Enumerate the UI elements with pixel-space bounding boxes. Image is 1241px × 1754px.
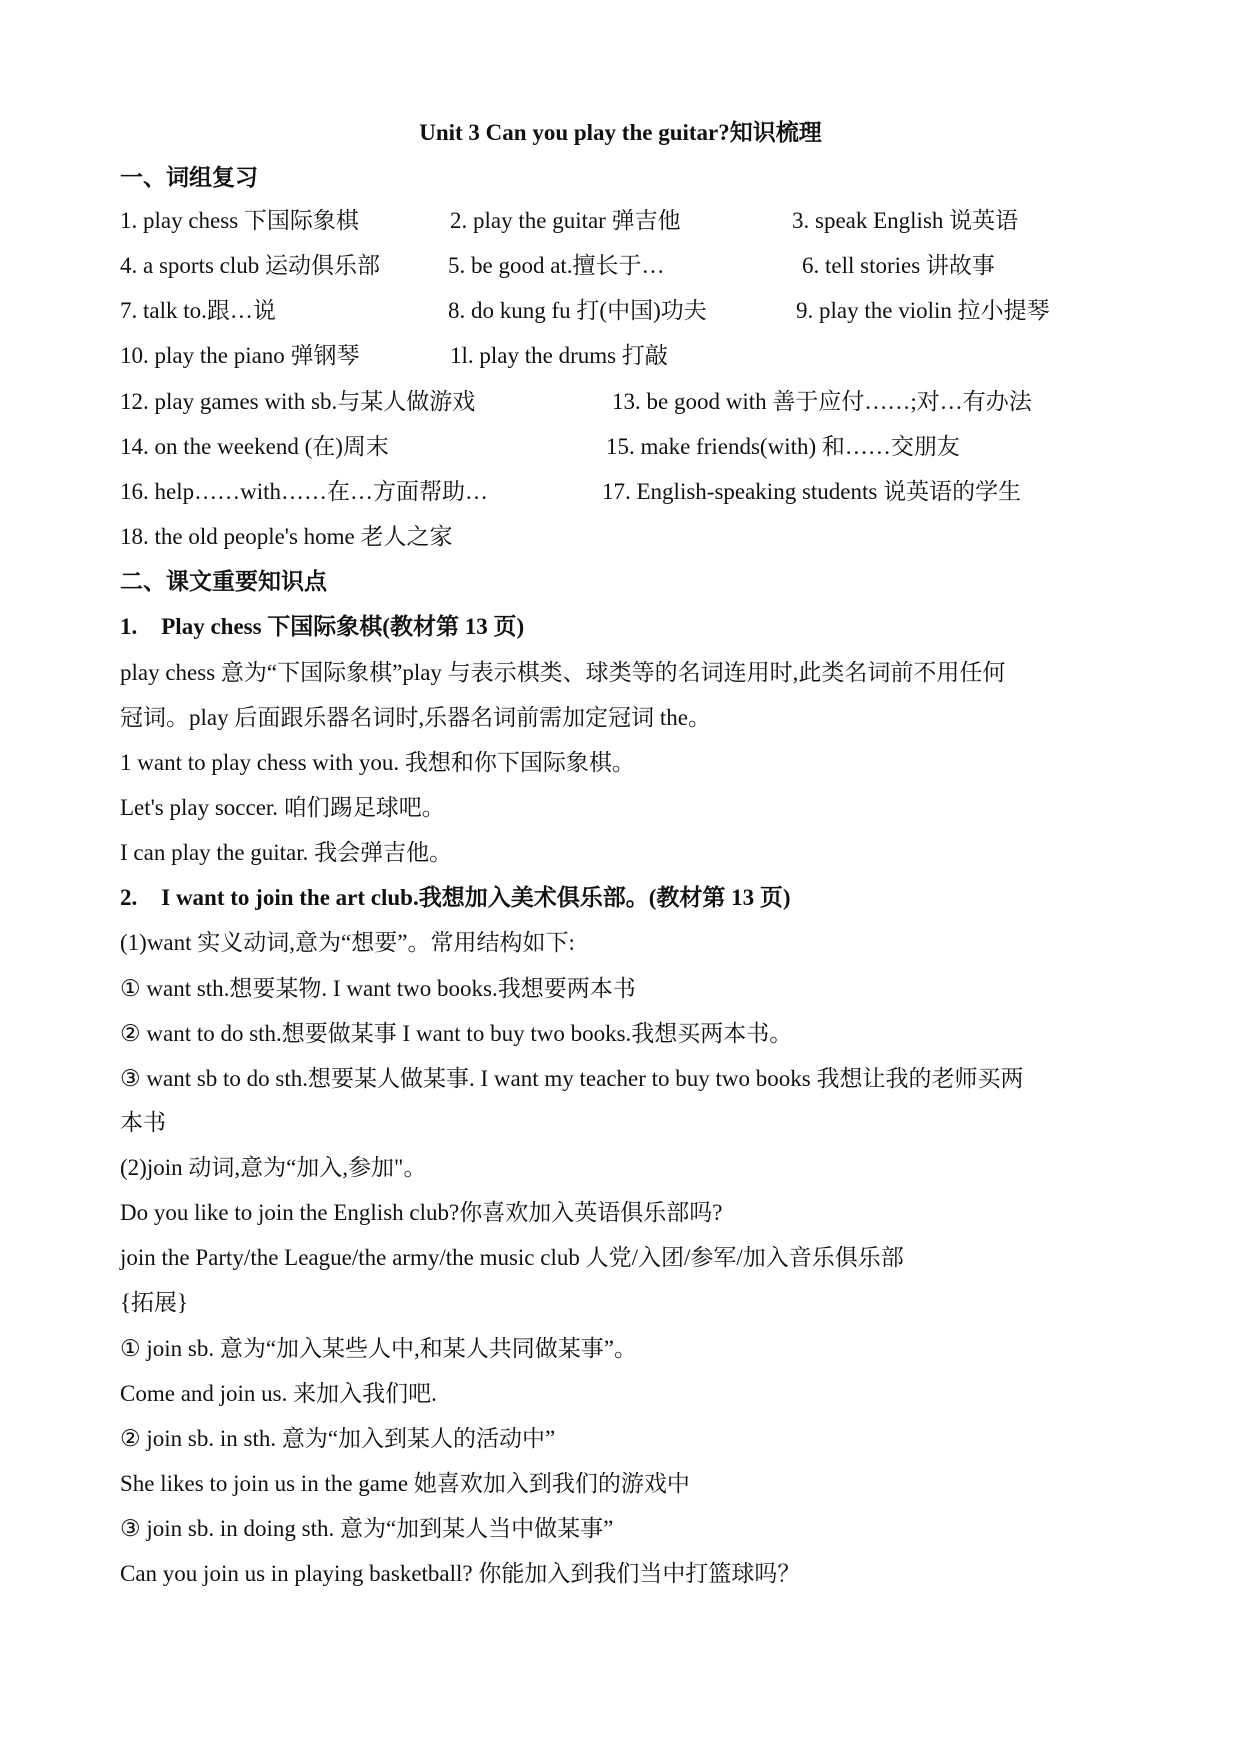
phrase-item: 4. a sports club 运动俱乐部 [120, 253, 381, 278]
phrase-item: 12. play games with sb.与某人做游戏 [120, 389, 476, 414]
point-heading [120, 612, 524, 642]
paragraph: Can you join us in playing basketball? 你能加入到我们当中打篮球吗？ [120, 1561, 801, 1586]
paragraph: (1)want 实义动词,意为“想要”。常用结构如下: [120, 930, 575, 955]
paragraph: ① want sth.想要某物. I want two books.我想要两本书 [120, 976, 636, 1001]
paragraph: Do you like to join the English club?你喜欢加入英语俱乐部吗? [120, 1200, 723, 1225]
point-number: 2. [120, 885, 138, 910]
point-title: I want to join the art club.我想加入美术俱乐部。(教材第 13 页) [161, 885, 791, 910]
example-sentence: Let's play soccer. 咱们踢足球吧。 [120, 795, 445, 820]
paragraph: ③ want sb to do sth.想要某人做某事. I want my teacher to buy two books 我想让我的老师买两 [120, 1066, 1024, 1091]
point-title: Play chess 下国际象棋(教材第 13 页) [161, 614, 525, 639]
example-sentence: I can play the guitar. 我会弹吉他。 [120, 840, 453, 865]
phrase-item: 18. the old people's home 老人之家 [120, 524, 453, 549]
paragraph: (2)join 动词,意为“加入,参加"。 [120, 1155, 427, 1180]
phrase-item: 1. play chess 下国际象棋 [120, 208, 359, 233]
paragraph: 本书 [120, 1110, 166, 1135]
paragraph: ① join sb. 意为“加入某些人中,和某人共同做某事”。 [120, 1336, 638, 1361]
document-title: Unit 3 Can you play the guitar?知识梳理 [419, 120, 822, 145]
phrase-item: 3. speak English 说英语 [792, 208, 1019, 233]
phrase-item: 14. on the weekend (在)周末 [120, 434, 389, 459]
phrase-item: 13. be good with 善于应付……;对…有办法 [612, 389, 1032, 414]
paragraph: join the Party/the League/the army/the music club 人党/入团/参军/加入音乐俱乐部 [120, 1245, 904, 1270]
phrase-item: 2. play the guitar 弹吉他 [450, 208, 681, 233]
phrase-item: 10. play the piano 弹钢琴 [120, 343, 360, 368]
section-heading-key-points: 二、课文重要知识点 [120, 569, 327, 594]
point-number: 1. [120, 614, 138, 639]
phrase-item: 8. do kung fu 打(中国)功夫 [448, 298, 707, 323]
phrase-item: 7. talk to.跟…说 [120, 298, 276, 323]
phrase-item: 1l. play the drums 打敲 [450, 343, 668, 368]
phrase-item: 15. make friends(with) 和……交朋友 [606, 434, 960, 459]
point-heading [120, 883, 791, 913]
phrase-item: 5. be good at.擅长于… [448, 253, 665, 278]
paragraph: Come and join us. 来加入我们吧. [120, 1381, 437, 1406]
section-heading-phrases: 一、词组复习 [120, 165, 258, 190]
phrase-item: 16. help……with……在…方面帮助… [120, 479, 488, 504]
paragraph: {拓展} [120, 1290, 189, 1315]
phrase-item: 17. English-speaking students 说英语的学生 [602, 479, 1022, 504]
example-sentence: 1 want to play chess with you. 我想和你下国际象棋。 [120, 750, 635, 775]
paragraph: ② want to do sth.想要做某事 I want to buy two books.我想买两本书。 [120, 1021, 793, 1046]
paragraph: 冠词。play 后面跟乐器名词时,乐器名词前需加定冠词 the。 [120, 705, 711, 730]
paragraph: play chess 意为“下国际象棋”play 与表示棋类、球类等的名词连用时,此类名词前不用任何 [120, 660, 1006, 685]
phrase-item: 6. tell stories 讲故事 [802, 253, 995, 278]
paragraph: ③ join sb. in doing sth. 意为“加到某人当中做某事” [120, 1516, 614, 1541]
paragraph: ② join sb. in sth. 意为“加入到某人的活动中” [120, 1426, 556, 1451]
paragraph: She likes to join us in the game 她喜欢加入到我们的游戏中 [120, 1471, 690, 1496]
phrase-item: 9. play the violin 拉小提琴 [796, 298, 1050, 323]
